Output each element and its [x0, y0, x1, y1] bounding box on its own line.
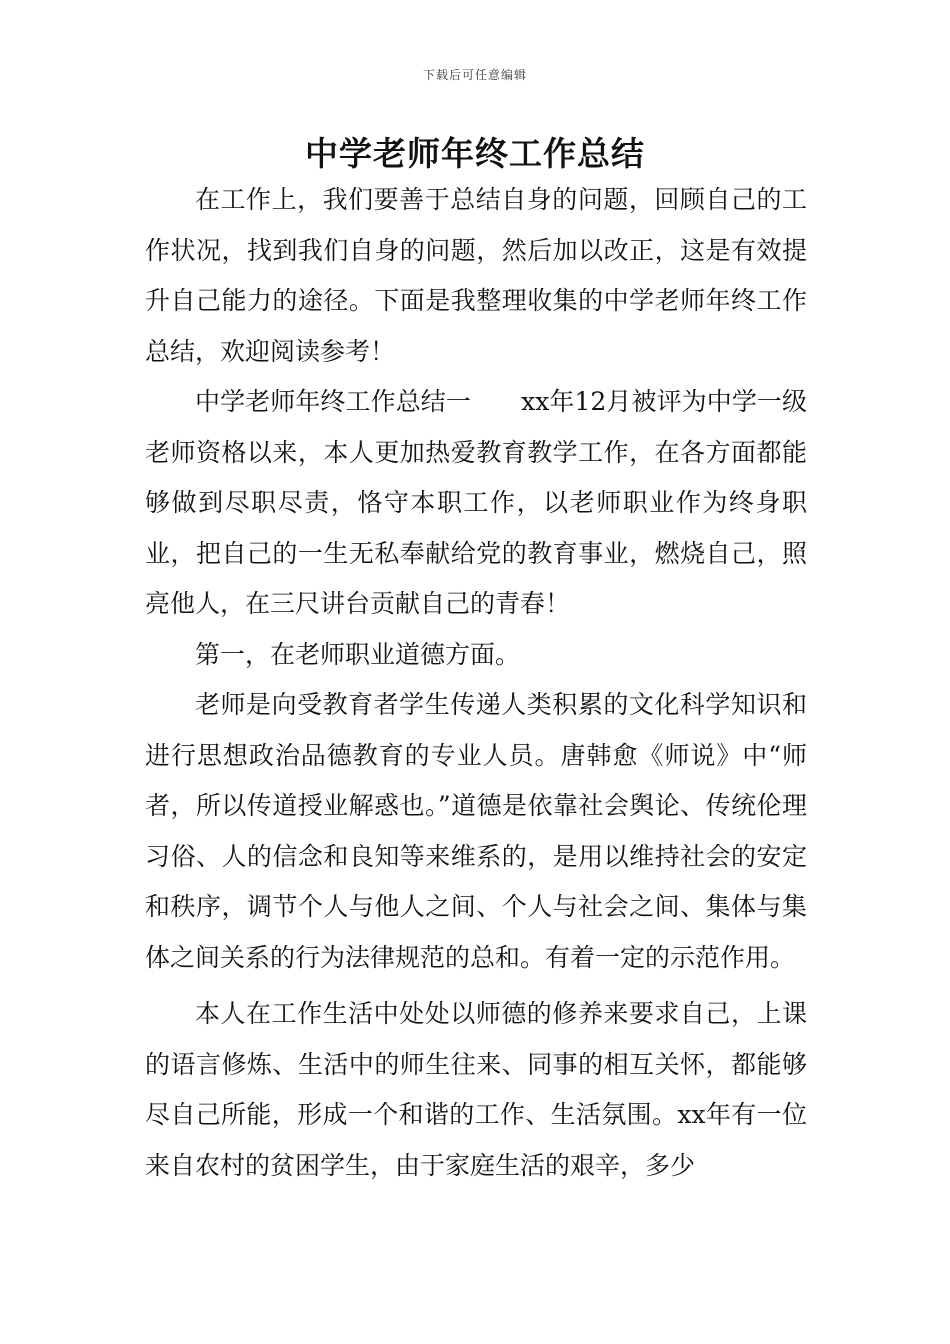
- paragraph-heading-ethics: 第一，在老师职业道德方面。: [195, 639, 521, 669]
- paragraph-personal: 本人在工作生活中处处以师德的修养来要求自己，上课的语言修炼、生活中的师生往来、同事的相互关怀，都能够尽自己所能，形成一个和谐的工作、生活氛围。xx年有一位来自农村的贫困学生，由于家庭生活的艰辛，多少: [145, 999, 807, 1180]
- paragraph-intro: 在工作上，我们要善于总结自身的问题，回顾自己的工作状况，找到我们自身的问题，然后加以改正，这是有效提升自己能力的途径。下面是我整理收集的中学老师年终工作总结，欢迎阅读参考！: [145, 185, 807, 366]
- paragraph-section-one: 中学老师年终工作总结一 xx年12月被评为中学一级老师资格以来，本人更加热爱教育教学工作，在各方面都能够做到尽职尽责，恪守本职工作，以老师职业作为终身职业，把自己的一生无私奉献给党的教育事业，燃烧自己，照亮他人，在三尺讲台贡献自己的青春！: [145, 387, 807, 618]
- header-note: 下载后可任意编辑: [422, 68, 527, 82]
- document-title: 中学老师年终工作总结: [305, 134, 645, 173]
- document-body: [145, 175, 807, 1191]
- paragraph-teacher-role: 老师是向受教育者学生传递人类积累的文化科学知识和进行思想政治品德教育的专业人员。唐韩愈《师说》中“师者，所以传道授业解惑也。”道德是依靠社会舆论、传统伦理习俗、人的信念和良知等来维系的，是用以维持社会的安定和秩序，调节个人与他人之间、个人与社会之间、集体与集体之间关系的行为法律规范的总和。有着一定的示范作用。: [145, 690, 807, 972]
